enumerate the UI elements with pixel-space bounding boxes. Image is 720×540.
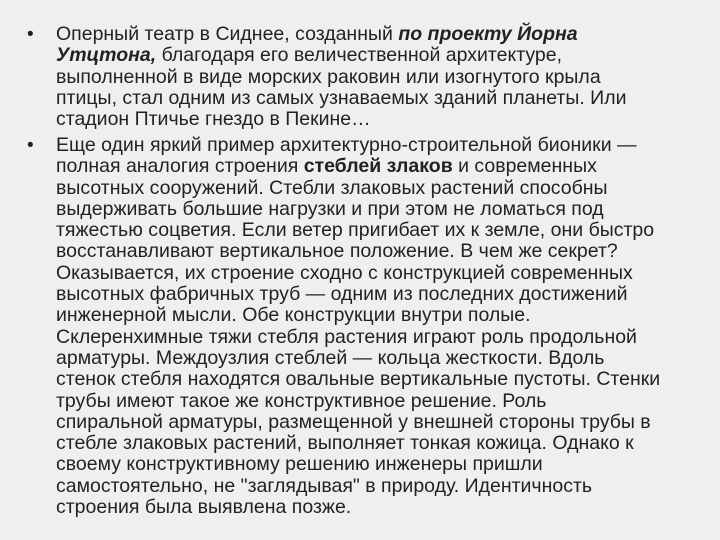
text-line bbox=[56, 156, 720, 177]
text-run: спиральной арматуры, размещенной у внешней стороны трубы в bbox=[56, 410, 651, 433]
bullet-marker: • bbox=[27, 135, 34, 156]
emphasis-text: по проекту Йорна bbox=[398, 23, 578, 45]
bullet-text bbox=[0, 135, 720, 518]
text-run: Еще один яркий пример архитектурно-строительной бионики — bbox=[56, 134, 637, 156]
text-line bbox=[56, 284, 720, 305]
text-run: трубы имеют такое же конструктивное решение. Роль bbox=[56, 389, 547, 412]
text-line bbox=[56, 263, 720, 284]
text-line bbox=[56, 88, 720, 109]
text-run: и современных bbox=[452, 155, 597, 178]
text-line bbox=[56, 497, 720, 518]
emphasis-text: стеблей злаков bbox=[303, 155, 453, 178]
text-line bbox=[56, 220, 720, 241]
text-run: своему конструктивному решению инженеры пришли bbox=[56, 453, 543, 476]
text-line bbox=[56, 412, 720, 433]
text-run: Оказывается, их строение сходно с конструкцией современных bbox=[56, 261, 633, 284]
text-line bbox=[56, 454, 720, 475]
text-run: Склеренхимные тяжи стебля растения играют роль продольной bbox=[56, 325, 637, 348]
text-line bbox=[56, 305, 720, 326]
text-line bbox=[56, 199, 720, 220]
emphasis-text: Утцтона, bbox=[56, 44, 157, 67]
text-line bbox=[56, 135, 720, 156]
text-line bbox=[56, 476, 720, 497]
text-run: восстанавливают вертикальное положение. В чем же секрет? bbox=[56, 240, 618, 263]
bullet-item-cereal-stems bbox=[0, 135, 720, 518]
text-run: строения была выявлена позже. bbox=[56, 496, 352, 519]
text-run: птицы, стал одним из самых узнаваемых зданий планеты. Или bbox=[56, 86, 627, 109]
text-run: выдерживать большие нагрузки и при этом не ломаться под bbox=[56, 197, 604, 220]
text-run: высотных сооружений. Стебли злаковых растений способны bbox=[56, 176, 608, 199]
text-line bbox=[56, 67, 720, 88]
text-run: самостоятельно, не "заглядывая" в природу. Идентичность bbox=[56, 474, 593, 497]
text-run: высотных фабричных труб — одним из последних достижений bbox=[56, 283, 628, 306]
text-run: полная аналогия строения bbox=[56, 155, 304, 178]
text-line bbox=[56, 391, 720, 412]
text-run: арматуры. Междоузлия стеблей — кольца жесткости. Вдоль bbox=[56, 346, 605, 369]
text-line bbox=[56, 241, 720, 262]
text-run: выполненной в виде морских раковин или изогнутого крыла bbox=[56, 65, 601, 88]
bullet-text bbox=[0, 24, 720, 130]
text-line bbox=[56, 433, 720, 454]
text-run: Оперный театр в Сиднее, созданный bbox=[56, 23, 399, 45]
text-run: инженерной мысли. Обе конструкции внутри полые. bbox=[56, 304, 531, 327]
text-run: тяжестью соцветия. Если ветер пригибает их к земле, они быстро bbox=[56, 219, 655, 242]
text-run: стенок стебля находятся овальные вертикальные пустоты. Стенки bbox=[56, 368, 661, 391]
text-run: благодаря его величественной архитектуре, bbox=[156, 44, 563, 67]
text-line bbox=[56, 348, 720, 369]
bullet-marker: • bbox=[27, 24, 34, 45]
text-line bbox=[56, 45, 720, 66]
text-line bbox=[56, 178, 720, 199]
text-run: стебле злаковых растений, выполняет тонкая кожица. Однако к bbox=[56, 432, 634, 455]
text-line bbox=[56, 369, 720, 390]
text-line bbox=[56, 327, 720, 348]
text-run: стадион Птичье гнездо в Пекине… bbox=[56, 108, 371, 131]
text-line bbox=[56, 109, 720, 130]
bullet-item-sydney-opera bbox=[0, 24, 720, 130]
text-line bbox=[56, 24, 720, 45]
